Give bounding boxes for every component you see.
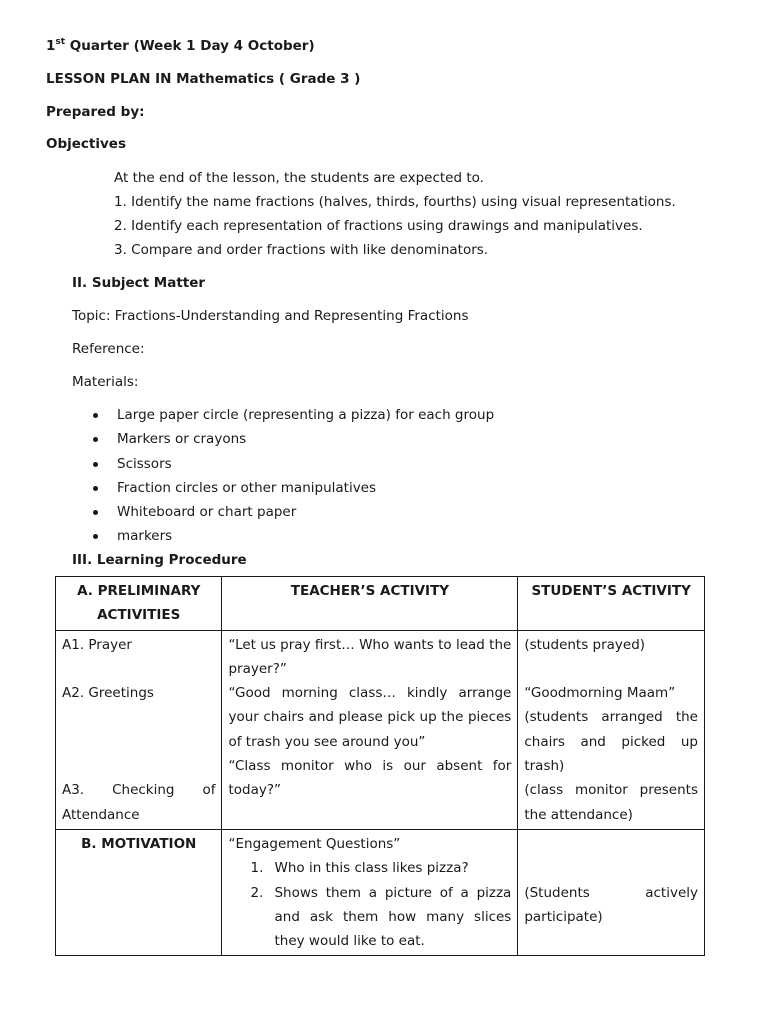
student-participate-text: (Students actively participate) [524,884,698,925]
activity-greetings: A2. Greetings [62,685,154,702]
list-number: 1. [250,860,264,877]
bullet-icon [93,413,98,418]
teacher-prayer-text: “Let us pray first… Who wants to lead the prayer?” [228,636,512,677]
list-item [228,856,511,880]
table-header-row [56,577,705,631]
student-arranged-text: (students arranged the chairs and picked up trash) [524,709,698,775]
quarter-superscript: st [55,37,66,47]
bullet-icon [93,437,98,442]
engagement-questions-list [228,856,511,953]
objective-item-2: 2. Identify each representation of fractions using drawings and manipulatives. [114,218,643,234]
table-row-preliminary [56,630,705,829]
material-item: Large paper circle (representing a pizza) for each group [117,407,495,423]
header-teacher-activity: TEACHER’S ACTIVITY [222,577,518,631]
header-preliminary-line1: A. PRELIMINARY [77,583,201,599]
list-number: 2. [250,884,264,901]
objectives-heading: Objectives [46,136,126,152]
table-row-motivation [56,829,705,955]
lesson-plan-title: LESSON PLAN IN Mathematics ( Grade 3 ) [46,71,361,87]
materials-label: Materials: [72,374,139,390]
bullet-icon [93,534,98,539]
objective-item-1: 1. Identify the name fractions (halves, thirds, fourths) using visual representations. [114,194,676,210]
material-item: Scissors [117,456,172,472]
quarter-number: 1 [46,38,56,54]
activity-prayer: A1. Prayer [62,636,132,653]
quarter-line [46,38,315,54]
student-activity-cell [518,630,705,829]
bullet-icon [93,510,98,515]
activity-checking-attendance: A3. Checking of Attendance [62,782,220,823]
material-item: Whiteboard or chart paper [117,504,297,520]
teacher-activity-cell [222,630,518,829]
topic-line: Topic: Fractions-Understanding and Representing Fractions [72,308,469,324]
teacher-attendance-text: “Class monitor who is our absent for today?” [228,758,512,799]
material-item: Markers or crayons [117,431,247,447]
lesson-procedure-table [55,576,705,956]
engagement-questions-intro: “Engagement Questions” [228,835,401,852]
material-item: Fraction circles or other manipulatives [117,480,377,496]
objective-item-3: 3. Compare and order fractions with like denominators. [114,242,489,258]
header-preliminary-activities [56,577,222,631]
preliminary-activities-cell [56,630,222,829]
motivation-label: B. MOTIVATION [56,829,222,955]
prepared-by-label: Prepared by: [46,104,145,120]
motivation-teacher-cell [222,829,518,955]
objectives-intro: At the end of the lesson, the students are expected to. [114,170,484,186]
list-item [228,881,511,954]
bullet-icon [93,462,98,467]
motivation-student-cell [518,829,705,955]
header-preliminary-line2: ACTIVITIES [97,607,181,624]
question-text: Who in this class likes pizza? [274,860,469,877]
bullet-icon [93,486,98,491]
student-greeting-text: “Goodmorning Maam” [524,685,676,702]
student-attendance-text: (class monitor presents the attendance) [524,782,698,823]
student-prayer-text: (students prayed) [524,636,646,653]
material-item: markers [117,528,173,544]
quarter-text: Quarter (Week 1 Day 4 October) [65,38,315,54]
subject-matter-heading: II. Subject Matter [72,275,206,291]
question-text: Shows them a picture of a pizza and ask them how many slices they would like to eat. [274,884,512,950]
teacher-greeting-text: “Good morning class… kindly arrange your chairs and please pick up the pieces of trash you see around you” [228,685,512,750]
header-student-activity: STUDENT’S ACTIVITY [518,577,705,631]
reference-label: Reference: [72,341,145,357]
learning-procedure-heading: III. Learning Procedure [72,552,247,568]
